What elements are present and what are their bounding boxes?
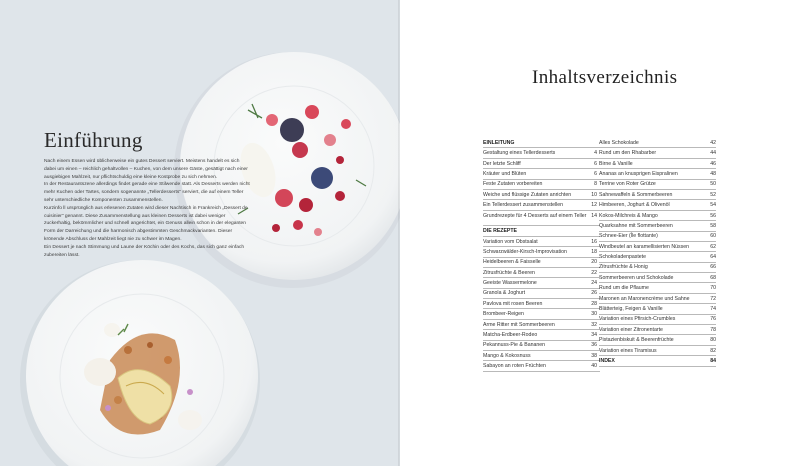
intro-paragraph: Ein Dessert je nach Stimmung und Laune der Köchin oder des Kochs, das sich ganz einfach zubereiten lässt. xyxy=(44,244,245,258)
toc-entry-label: Variation eines Tiramisus xyxy=(599,347,657,354)
toc-entry[interactable] xyxy=(483,278,600,288)
toc-entry-label: DIE REZEPTE xyxy=(483,228,518,235)
toc-entry-label: Himbeeren, Joghurt & Olivenöl xyxy=(599,202,670,209)
toc-entry-page: 76 xyxy=(710,316,716,323)
toc-entry-page: 42 xyxy=(710,139,716,146)
toc-entry[interactable] xyxy=(599,273,716,283)
intro-paragraph: Kurzinfo ll ursprünglich aus erlesenen Zutaten wird dieser Nachtisch in Frankreich „Dessert de cuisinier“ genannt. Diese Zusammenstellung aus kleinen Desserts ist dabei weniger zuckerhaltig, bekömmlicher und schnell angerichtet, ein Genuss allein schon in der eleganten Form der Darreichung und die harmonisch abgestimmten Geschmackvarianten. Dieser krönende Abschluss der Mahlzeit liegt nie zu schwer im Magen. xyxy=(44,205,248,242)
toc-entry-page: 82 xyxy=(710,347,716,354)
pear-dessert-plate xyxy=(20,260,260,466)
toc-entry[interactable] xyxy=(483,159,600,169)
toc-entry-page: 44 xyxy=(710,150,716,157)
toc-section-heading[interactable] xyxy=(599,356,716,366)
toc-entry[interactable] xyxy=(599,211,716,221)
toc-entry-label: Weiche und flüssige Zutaten anrichten xyxy=(483,191,572,198)
toc-entry-label: Mango & Kokosnuss xyxy=(483,352,531,359)
toc-entry-page: 24 xyxy=(591,280,597,287)
toc-entry-label: Schnee-Eier (Île flottante) xyxy=(599,233,658,240)
toc-entry-label: Variation eines Pfirsich-Crumbles xyxy=(599,316,676,323)
toc-entry[interactable] xyxy=(483,341,600,351)
toc-entry-label: Feste Zutaten vorbereiten xyxy=(483,181,543,188)
toc-entry-page: 68 xyxy=(710,274,716,281)
toc-entry-label: Maronen an Maronencrème und Sahne xyxy=(599,295,690,302)
toc-entry-page: 28 xyxy=(591,300,597,307)
toc-column-left xyxy=(483,138,600,372)
toc-entry[interactable] xyxy=(483,268,600,278)
toc-entry[interactable] xyxy=(599,304,716,314)
toc-entry[interactable] xyxy=(483,258,600,268)
toc-entry-label: Variation vom Obstsalat xyxy=(483,238,538,245)
toc-entry[interactable] xyxy=(483,211,600,227)
toc-entry[interactable] xyxy=(599,148,716,158)
toc-entry[interactable] xyxy=(599,159,716,169)
toc-entry[interactable] xyxy=(599,252,716,262)
toc-entry-page: 46 xyxy=(710,160,716,167)
toc-entry-label: Heidelbeeren & Faisselle xyxy=(483,259,541,266)
toc-entry-label: Schwarzwälder-Kirsch-Improvisation xyxy=(483,248,567,255)
toc-entry-page: 10 xyxy=(591,191,597,198)
toc-entry-page: 18 xyxy=(591,248,597,255)
toc-entry[interactable] xyxy=(599,346,716,356)
toc-entry-label: Variation einer Zitronentarte xyxy=(599,326,663,333)
toc-title: Inhaltsverzeichnis xyxy=(532,67,678,88)
toc-entry-label: Zitrusfrüchte & Honig xyxy=(599,264,648,271)
toc-entry[interactable] xyxy=(599,335,716,345)
toc-entry-page: 56 xyxy=(710,212,716,219)
toc-entry-label: Grundrezepte für 4 Desserts auf einem Teller xyxy=(483,212,587,219)
toc-entry-page: 64 xyxy=(710,254,716,261)
toc-entry[interactable] xyxy=(599,294,716,304)
toc-entry-label: Schokoladenpastete xyxy=(599,254,647,261)
toc-entry-page: 80 xyxy=(710,337,716,344)
intro-title: Einführung xyxy=(44,128,143,152)
toc-entry[interactable] xyxy=(483,320,600,330)
toc-entry-label: Pekannuss-Pie & Bananen xyxy=(483,342,546,349)
toc-entry-page: 12 xyxy=(591,202,597,209)
toc-entry[interactable] xyxy=(599,138,716,148)
toc-entry[interactable] xyxy=(599,190,716,200)
toc-entry-page: 72 xyxy=(710,295,716,302)
toc-entry[interactable] xyxy=(599,169,716,179)
toc-entry-page: 6 xyxy=(594,160,597,167)
toc-entry-page: 30 xyxy=(591,311,597,318)
toc-entry-page: 22 xyxy=(591,269,597,276)
toc-entry-label: Blätterteig, Feigen & Vanille xyxy=(599,306,663,313)
toc-entry-page: 54 xyxy=(710,202,716,209)
toc-entry-label: Sabayon an roten Früchten xyxy=(483,363,546,370)
toc-entry-page: 40 xyxy=(591,363,597,370)
toc-entry-page: 66 xyxy=(710,264,716,271)
toc-entry[interactable] xyxy=(483,190,600,200)
toc-section-heading[interactable] xyxy=(483,226,600,236)
toc-entry-page: 60 xyxy=(710,233,716,240)
toc-entry[interactable] xyxy=(599,221,716,231)
toc-entry[interactable] xyxy=(599,180,716,190)
toc-entry-page: 62 xyxy=(710,243,716,250)
toc-entry-page: 20 xyxy=(591,259,597,266)
toc-entry-label: Zitrusfrüchte & Beeren xyxy=(483,269,535,276)
toc-entry-label: Rund um die Pflaume xyxy=(599,285,649,292)
toc-entry-page: 14 xyxy=(591,212,597,219)
intro-body xyxy=(44,158,252,259)
toc-entry-label: Geeiste Wassermelone xyxy=(483,280,537,287)
toc-entry-label: Kokos-Milchreis & Mango xyxy=(599,212,658,219)
toc-entry-page: 16 xyxy=(591,238,597,245)
toc-entry[interactable] xyxy=(483,330,600,340)
intro-paragraph: Nach einem Essen wird üblicherweise ein gutes Dessert serviert. Meistens handelt es sich dabei um einen – reichlich gehaltvollen – Kuchen, von dem unsere Gäste, gesättigt nach einer ausgiebigen Mahlzeit, nur pflichtschuldig eine kleine Kostprobe zu sich nehmen. xyxy=(44,159,248,180)
toc-entry-page: 50 xyxy=(710,181,716,188)
toc-entry-page: 6 xyxy=(594,170,597,177)
toc-entry-page: 58 xyxy=(710,222,716,229)
toc-entry-label: Granola & Joghurt xyxy=(483,290,526,297)
toc-entry-label: Pistazienbiskuit & Beerenfrüchte xyxy=(599,337,674,344)
toc-entry[interactable] xyxy=(599,242,716,252)
toc-entry[interactable] xyxy=(599,232,716,242)
toc-entry[interactable] xyxy=(483,180,600,190)
toc-entry-label: Gestaltung eines Tellerdesserts xyxy=(483,150,556,157)
toc-entry-page: 26 xyxy=(591,290,597,297)
toc-entry[interactable] xyxy=(483,148,600,158)
toc-entry[interactable] xyxy=(483,361,600,371)
toc-entry[interactable] xyxy=(599,283,716,293)
toc-entry-label: Sahnewaffeln & Sommerbeeren xyxy=(599,191,673,198)
toc-entry-page: 34 xyxy=(591,332,597,339)
toc-entry-page: 74 xyxy=(710,306,716,313)
toc-entry-page: 4 xyxy=(594,150,597,157)
toc-entry[interactable] xyxy=(483,200,600,210)
toc-entry-label: Alles Schokolade xyxy=(599,139,639,146)
toc-entry-page: 36 xyxy=(591,342,597,349)
toc-entry[interactable] xyxy=(483,351,600,361)
toc-entry-label: Quarksahne mit Sommerbeeren xyxy=(599,222,673,229)
toc-entry-page: 32 xyxy=(591,321,597,328)
toc-entry[interactable] xyxy=(599,325,716,335)
toc-entry-label: Matcha-Erdbeer-Rodeo xyxy=(483,332,538,339)
toc-entry-label: Sommerbeeren und Schokolade xyxy=(599,274,674,281)
toc-entry-page: 48 xyxy=(710,170,716,177)
toc-entry-page: 70 xyxy=(710,285,716,292)
toc-entry-label: Der letzte Schliff xyxy=(483,160,521,167)
toc-section-heading[interactable] xyxy=(483,138,600,148)
intro-paragraph: In der Restaurantszene allerdings findet gerade eine Stilwende statt. Als Desserts werden nicht mehr Kuchen oder Tartes, sondern sogenannte „Tellerdesserts“ serviert, die auf einem Teller sehr unterschiedliche Komponenten zusammenstellen. xyxy=(44,182,250,203)
toc-entry[interactable] xyxy=(483,299,600,309)
toc-entry-label: Ein Tellerdessert zusammenstellen xyxy=(483,202,564,209)
toc-entry-label: Ananas an knusprigen Eispralinen xyxy=(599,170,678,177)
toc-entry-page: 78 xyxy=(710,326,716,333)
toc-entry-label: Birne & Vanille xyxy=(599,160,633,167)
toc-entry[interactable] xyxy=(483,289,600,299)
toc-entry-label: Terrine von Roter Grütze xyxy=(599,181,656,188)
toc-entry-label: Kräuter und Blüten xyxy=(483,170,527,177)
toc-entry[interactable] xyxy=(483,237,600,247)
toc-entry-label: Windbeutel an karamellisierten Nüssen xyxy=(599,243,689,250)
toc-entry-page: 8 xyxy=(594,181,597,188)
toc-entry-page: 38 xyxy=(591,352,597,359)
toc-entry-label: Brombeer-Reigen xyxy=(483,311,524,318)
toc-entry[interactable] xyxy=(599,263,716,273)
toc-entry[interactable] xyxy=(599,200,716,210)
toc-entry[interactable] xyxy=(599,315,716,325)
toc-entry-label: Pavlova mit rosen Beeren xyxy=(483,300,543,307)
toc-entry-label: INDEX xyxy=(599,358,615,364)
toc-column-right xyxy=(599,138,716,367)
toc-entry[interactable] xyxy=(483,309,600,319)
toc-entry-label: Rund um den Rhabarber xyxy=(599,150,657,157)
toc-entry-label: EINLEITUNG xyxy=(483,139,515,146)
toc-entry-page: 52 xyxy=(710,191,716,198)
toc-entry-page: 84 xyxy=(710,358,716,364)
toc-entry-label: Arme Ritter mit Sommerbeeren xyxy=(483,321,555,328)
toc-entry[interactable] xyxy=(483,247,600,257)
toc-entry[interactable] xyxy=(483,169,600,179)
